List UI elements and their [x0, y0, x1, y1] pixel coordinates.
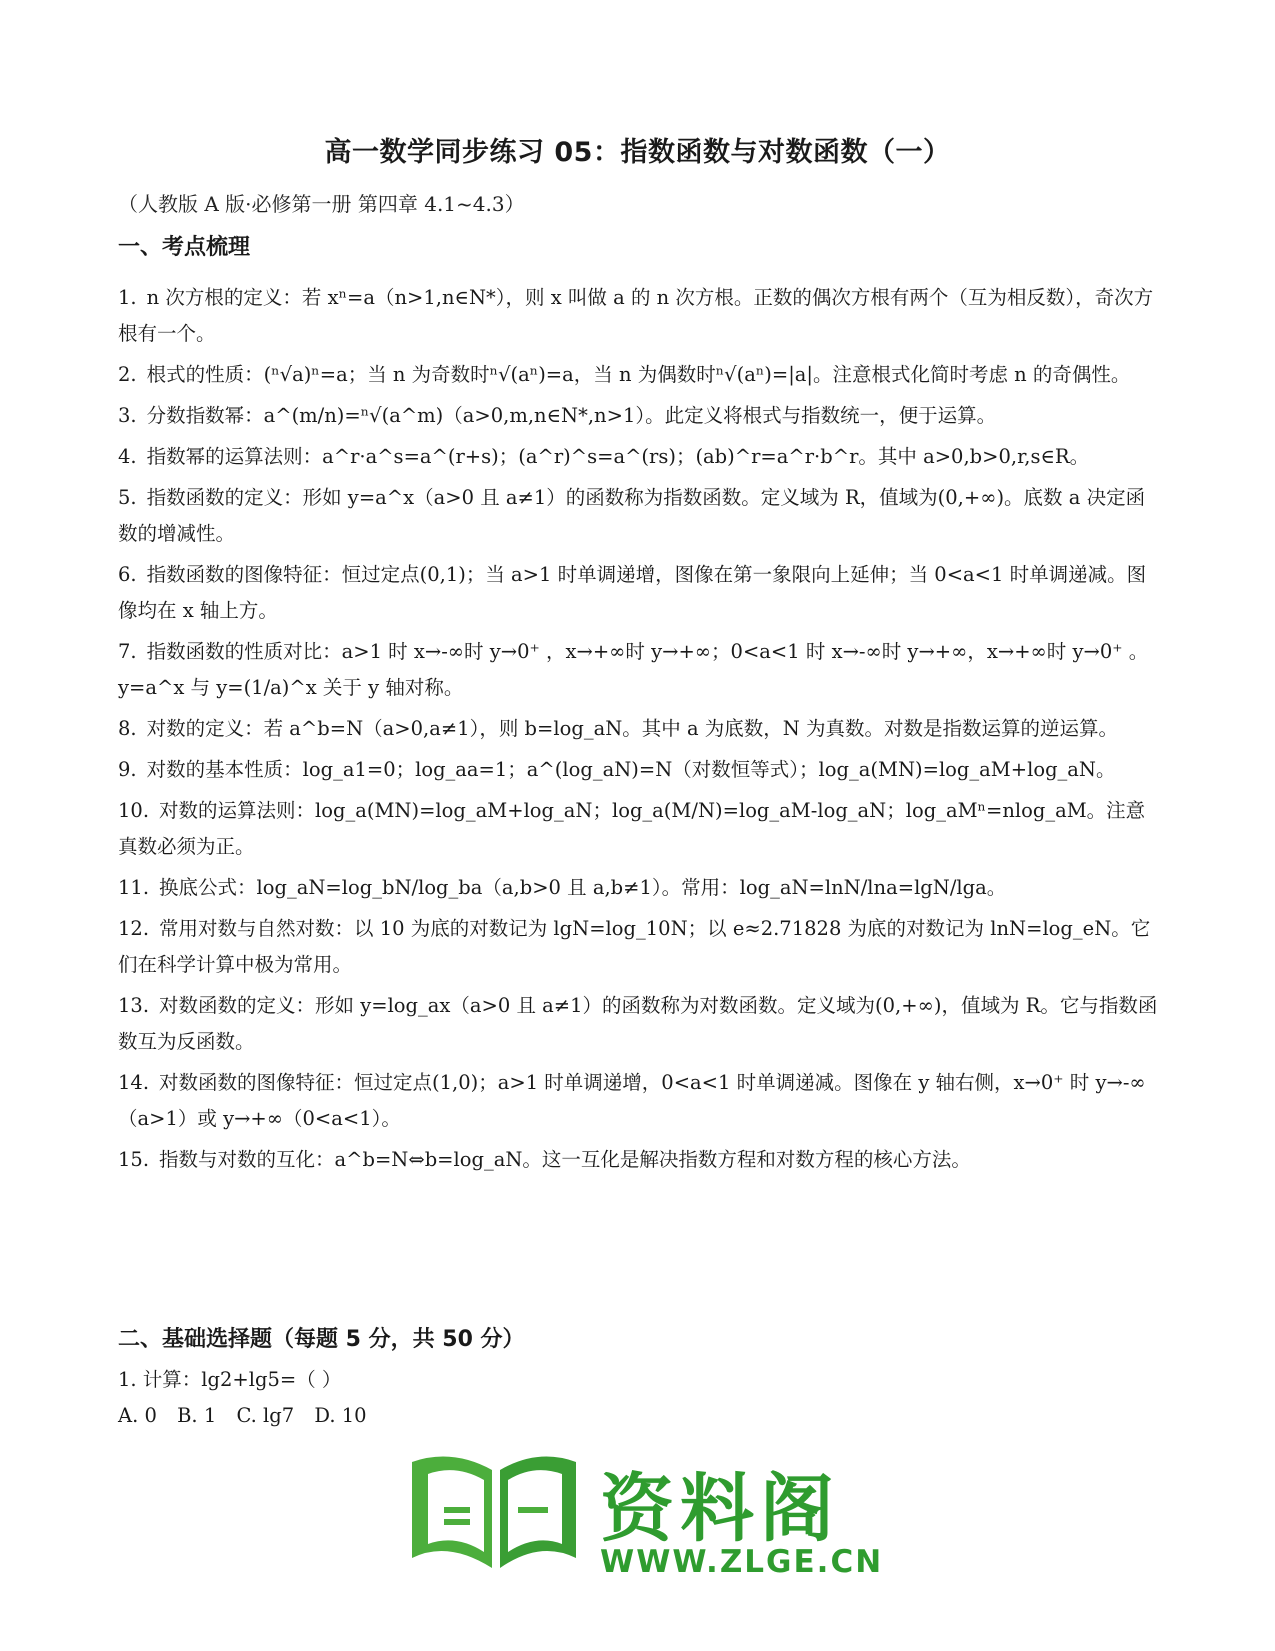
list-item: 15. 指数与对数的互化：a^b=N⇔b=log_aN。这一互化是解决指数方程和对数方程的核心方法。: [118, 1148, 971, 1171]
section-heading-choice: 二、基础选择题（每题 5 分，共 50 分）: [118, 1327, 525, 1352]
section-heading-review: 一、考点梳理: [118, 235, 251, 260]
question-stem: 1. 计算：lg2+lg5=（ ）: [118, 1368, 342, 1391]
list-item: 4. 指数幂的运算法则：a^r·a^s=a^(r+s)；(a^r)^s=a^(rs)；(ab)^r=a^r·b^r。其中 a>0,b>0,r,s∈R。: [118, 445, 1090, 468]
list-item: 14. 对数函数的图像特征：恒过定点(1,0)；a>1 时单调递增，0<a<1 时单调递减。图像在 y 轴右侧，x→0⁺ 时 y→-∞（a>1）或 y→+∞（0<a<1）。: [118, 1071, 1146, 1130]
watermark: [400, 1440, 900, 1590]
list-item: 8. 对数的定义：若 a^b=N（a>0,a≠1），则 b=log_aN。其中 a 为底数，N 为真数。对数是指数运算的逆运算。: [118, 717, 1119, 740]
review-list: [118, 280, 1158, 1183]
option-c: C. lg7: [236, 1404, 295, 1427]
list-item: 9. 对数的基本性质：log_a1=0；log_aa=1；a^(log_aN)=N（对数恒等式）；log_a(MN)=log_aM+log_aN。: [118, 758, 1116, 781]
open-book-icon: [400, 1440, 590, 1580]
list-item: 6. 指数函数的图像特征：恒过定点(0,1)；当 a>1 时单调递增，图像在第一象限向上延伸；当 0<a<1 时单调递减。图像均在 x 轴上方。: [118, 563, 1147, 622]
list-item: 5. 指数函数的定义：形如 y=a^x（a>0 且 a≠1）的函数称为指数函数。定义域为 R，值域为(0,+∞)。底数 a 决定函数的增减性。: [118, 486, 1146, 545]
watermark-url: WWW.ZLGE.CN: [600, 1544, 884, 1580]
option-b: B. 1: [177, 1404, 217, 1427]
list-item: 2. 根式的性质：(ⁿ√a)ⁿ=a；当 n 为奇数时ⁿ√(aⁿ)=a，当 n 为偶数时ⁿ√(aⁿ)=|a|。注意根式化简时考虑 n 的奇偶性。: [118, 363, 1131, 386]
list-item: 3. 分数指数幂：a^(m/n)=ⁿ√(a^m)（a>0,m,n∈N*,n>1）。此定义将根式与指数统一，便于运算。: [118, 404, 997, 427]
watermark-brand: 资料阁: [600, 1466, 840, 1552]
option-a: A. 0: [118, 1404, 157, 1427]
page-subtitle: （人教版 A 版·必修第一册 第四章 4.1~4.3）: [118, 192, 525, 216]
list-item: 11. 换底公式：log_aN=log_bN/log_ba（a,b>0 且 a,b≠1）。常用：log_aN=lnN/lna=lgN/lga。: [118, 876, 1007, 899]
list-item: 7. 指数函数的性质对比：a>1 时 x→-∞时 y→0⁺ ，x→+∞时 y→+∞；0<a<1 时 x→-∞时 y→+∞，x→+∞时 y→0⁺ 。y=a^x 与 y=(1/a)^x 关于 y 轴对称。: [118, 640, 1149, 699]
list-item: 10. 对数的运算法则：log_a(MN)=log_aM+log_aN；log_a(M/N)=log_aM-log_aN；log_aMⁿ=nlog_aM。注意真数必须为正。: [118, 799, 1146, 858]
question-options: [118, 1398, 381, 1434]
option-d: D. 10: [314, 1404, 367, 1427]
list-item: 12. 常用对数与自然对数：以 10 为底的对数记为 lgN=log_10N；以 e≈2.71828 为底的对数记为 lnN=log_eN。它们在科学计算中极为常用。: [118, 917, 1151, 976]
page-title: 高一数学同步练习 05：指数函数与对数函数（一）: [324, 137, 951, 168]
list-item: 13. 对数函数的定义：形如 y=log_ax（a>0 且 a≠1）的函数称为对数函数。定义域为(0,+∞)，值域为 R。它与指数函数互为反函数。: [118, 994, 1158, 1053]
list-item: 1. n 次方根的定义：若 xⁿ=a（n>1,n∈N*），则 x 叫做 a 的 n 次方根。正数的偶次方根有两个（互为相反数），奇次方根有一个。: [118, 286, 1154, 345]
